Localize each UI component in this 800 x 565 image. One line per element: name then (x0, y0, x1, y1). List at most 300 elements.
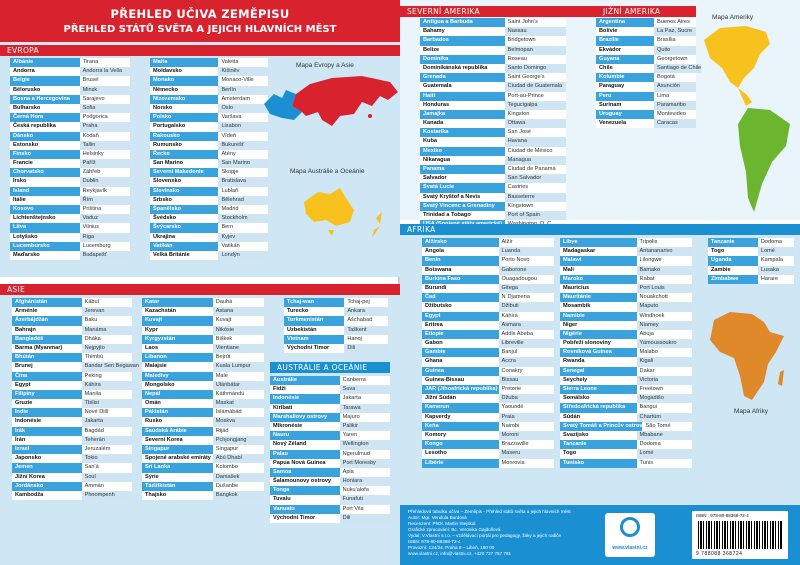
isbn-label: ISBN : 978-80-88368-72-4 (696, 513, 749, 518)
country-name: Finsko (10, 150, 80, 159)
capital-name: Helsinky (80, 150, 130, 159)
capital-name: Niamey (637, 321, 692, 330)
country-name: Kyrgyzstán (142, 335, 213, 344)
table-row (12, 491, 132, 500)
capital-name: Maseru (499, 449, 554, 458)
table-row (560, 302, 692, 311)
table-row (270, 468, 390, 477)
country-name: Monako (150, 76, 218, 85)
table-row (142, 445, 264, 454)
table-row (708, 256, 794, 265)
capital-name: Kuvajt (213, 316, 264, 325)
country-name: Jižní Súdán (422, 394, 499, 403)
country-name: Svatý Tomáš a Princův ostrov (560, 422, 642, 431)
country-name: Gambie (422, 348, 499, 357)
capital-name: Freetown (637, 385, 692, 394)
capital-name: Dháka (82, 335, 132, 344)
capital-name: Sarajevo (80, 95, 130, 104)
table-asia-2 (142, 298, 264, 500)
country-name: Rakousko (150, 132, 218, 141)
table-row (10, 76, 130, 85)
country-name: Dominikánská republika (420, 64, 505, 73)
capital-name: Vaduz (80, 214, 130, 223)
country-name: Mikronésie (270, 422, 340, 431)
capital-name: Nejpyjto (82, 344, 132, 353)
capital-name: Yaoundé (499, 403, 554, 412)
table-row (150, 132, 268, 141)
country-name: Filipíny (12, 390, 82, 399)
table-row (422, 293, 554, 302)
country-name: Slovinsko (150, 187, 218, 196)
publisher-info (408, 509, 598, 557)
capital-name: Paramaribo (654, 101, 696, 110)
table-row (12, 473, 132, 482)
capital-name: Bangui (637, 403, 692, 412)
capital-name: Saint John's (505, 18, 566, 27)
table-row (596, 110, 696, 119)
capital-name: Valetta (218, 58, 268, 67)
table-row (142, 491, 264, 500)
country-name: Černá Hora (10, 113, 80, 122)
table-row (142, 482, 264, 491)
capital-name: Moroni (499, 431, 554, 440)
table-row (596, 64, 702, 73)
table-africa-1 (422, 238, 554, 468)
capital-name: Kuala Lumpur (213, 362, 264, 371)
table-row (270, 450, 390, 459)
capital-name: Ciudad de Guatemala (505, 82, 566, 91)
table-row (422, 312, 554, 321)
country-name: Komory (422, 431, 499, 440)
capital-name: Lublaň (218, 187, 268, 196)
capital-name: Tallin (80, 141, 130, 150)
table-row (420, 119, 566, 128)
country-name: Kuba (420, 137, 505, 146)
table-row (560, 348, 692, 357)
table-row (150, 196, 268, 205)
table-row (420, 18, 566, 27)
capital-name: Teherán (82, 436, 132, 445)
capital-name: Dakar (637, 367, 692, 376)
capital-name: Brasília (654, 36, 696, 45)
country-name: Kamerun (422, 403, 499, 412)
capital-name: Soul (82, 473, 132, 482)
capital-name: Lima (654, 92, 696, 101)
section-south-america: JIŽNÍ AMERIKA (596, 6, 696, 17)
capital-name: Roseau (505, 55, 566, 64)
capital-name: La Paz, Sucre (654, 27, 696, 36)
capital-name: Varšava (218, 113, 268, 122)
table-row (420, 101, 566, 110)
capital-name: Montevideo (654, 110, 696, 119)
country-name: Angola (422, 247, 499, 256)
country-name: Moldavsko (150, 67, 218, 76)
capital-name: Dodoma (637, 440, 692, 449)
capital-name: Astana (213, 307, 264, 316)
table-row (150, 86, 268, 95)
country-name: Dánsko (10, 132, 80, 141)
capital-name: Madrid (218, 205, 268, 214)
country-name: Izrael (12, 445, 82, 454)
capital-name: Vilnius (80, 223, 130, 232)
capital-name: Manila (82, 390, 132, 399)
logo-url: www.vlastni.cz (612, 545, 648, 551)
capital-name: Bělehrad (218, 196, 268, 205)
capital-name: Damašek (213, 473, 264, 482)
capital-name: Káhira (82, 381, 132, 390)
table-row (150, 177, 268, 186)
barcode-number: 9 788088 368724 (696, 551, 743, 557)
capital-name: Ammán (82, 482, 132, 491)
country-name: Libérie (422, 459, 499, 468)
capital-name: Saint George's (505, 73, 566, 82)
country-name: Středoafrická republika (560, 403, 637, 412)
map-america (700, 22, 800, 222)
table-row (150, 214, 268, 223)
country-name: Surinam (596, 101, 654, 110)
country-name: Ukrajina (150, 233, 218, 242)
capital-name: Riga (80, 233, 130, 242)
capital-name: Biškek (213, 335, 264, 344)
table-row (10, 58, 130, 67)
country-name: Indonésie (270, 394, 340, 403)
capital-name: Castries (505, 183, 566, 192)
country-name: Srí Lanka (142, 463, 213, 472)
capital-name: Abuja (637, 330, 692, 339)
country-name: Andorra (10, 67, 80, 76)
table-row (150, 205, 268, 214)
country-name: Mongolsko (142, 381, 213, 390)
table-row (12, 362, 140, 371)
table-row (422, 403, 554, 412)
table-row (150, 113, 268, 122)
country-name: Bulharsko (10, 104, 80, 113)
table-row (560, 367, 692, 376)
capital-name: Lucemburg (80, 242, 130, 251)
country-name: Togo (708, 247, 758, 256)
table-row (142, 463, 264, 472)
capital-name: Accra (499, 357, 554, 366)
country-name: Indonésie (12, 417, 82, 426)
country-name: JAR (Jihoafrická republika) (422, 385, 499, 394)
table-row (422, 431, 554, 440)
table-row (150, 58, 268, 67)
capital-name: Pchjongjang (213, 436, 264, 445)
table-row (422, 339, 554, 348)
country-name: Rusko (142, 417, 213, 426)
capital-name: Havana (505, 137, 566, 146)
country-name: Bosna a Hercegovina (10, 95, 80, 104)
footer-line: www.vlastni.cz, info@vlastni.cz, +420 727 757 781 (408, 551, 512, 556)
capital-name: Bangkok (213, 491, 264, 500)
country-name: Irák (12, 427, 82, 436)
country-name: Lotyšsko (10, 233, 80, 242)
capital-name: Gaborone (499, 266, 554, 275)
country-name: Slovensko (150, 177, 218, 186)
country-name: Brazílie (596, 36, 654, 45)
capital-name: Nairobi (499, 422, 554, 431)
table-row (10, 205, 130, 214)
table-row (596, 18, 696, 27)
capital-name: Nikósie (213, 326, 264, 335)
capital-name: Dauhá (213, 298, 264, 307)
country-name: Kiribati (270, 404, 340, 413)
table-row (422, 238, 554, 247)
capital-name: Port-au-Prince (505, 92, 566, 101)
table-row (270, 394, 390, 403)
capital-name: Caracas (654, 119, 696, 128)
table-row (596, 119, 696, 128)
table-row (420, 128, 566, 137)
country-name: Jemen (12, 463, 82, 472)
capital-name: Lomé (637, 449, 692, 458)
table-row (142, 298, 264, 307)
table-africa-3 (708, 238, 794, 284)
country-name: Kambodža (12, 491, 82, 500)
capital-name: Mogadišo (637, 394, 692, 403)
table-row (422, 266, 554, 275)
country-name: Kazachstán (142, 307, 213, 316)
country-name: Malta (150, 58, 218, 67)
capital-name: Budapešť (80, 251, 130, 260)
capital-name: San Salvador (505, 174, 566, 183)
capital-name: Vatikán (218, 242, 268, 251)
capital-name: Luanda (499, 247, 554, 256)
table-row (10, 187, 130, 196)
capital-name: San José (505, 128, 566, 137)
table-row (10, 177, 130, 186)
country-name: Kongo (422, 440, 499, 449)
table-row (422, 330, 554, 339)
country-name: Tanzanie (560, 440, 637, 449)
capital-name: Tripolis (637, 238, 692, 247)
table-row (142, 372, 264, 381)
capital-name: Honiara (340, 477, 390, 486)
country-name: Chorvatsko (10, 168, 80, 177)
table-row (270, 376, 390, 385)
country-name: Portugalsko (150, 122, 218, 131)
table-row (142, 408, 264, 417)
table-row (270, 459, 390, 468)
capital-name: Lomé (758, 247, 794, 256)
capital-name: Bandar Seri Begawan (82, 362, 139, 371)
country-name: San Marino (150, 159, 218, 168)
country-name: Libanon (142, 353, 213, 362)
country-name: Antigua a Barbuda (420, 18, 505, 27)
country-name: Rumunsko (150, 141, 218, 150)
capital-name: Kingstown (505, 202, 566, 211)
capital-name: Asmara (499, 321, 554, 330)
table-row (560, 440, 692, 449)
capital-name: Amsterdam (218, 95, 268, 104)
capital-name: Ašchabad (344, 316, 388, 325)
country-name: Egypt (12, 381, 82, 390)
capital-name: Peking (82, 372, 132, 381)
country-name: Libye (560, 238, 637, 247)
country-name: Mauricius (560, 284, 637, 293)
capital-name: Phnompenh (82, 491, 132, 500)
capital-name: Pretorie (499, 385, 554, 394)
capital-name: Kábul (82, 298, 132, 307)
capital-name: Harare (758, 275, 794, 284)
country-name: Brunej (12, 362, 82, 371)
capital-name: Jakarta (82, 417, 132, 426)
table-row (150, 223, 268, 232)
country-name: Bahrajn (12, 326, 82, 335)
country-name: Irsko (10, 177, 80, 186)
country-name: Itálie (10, 196, 80, 205)
table-row (12, 463, 132, 472)
table-row (560, 403, 692, 412)
footer-line: Autor: Mgr. Vendula Burdová (408, 515, 467, 520)
table-row (422, 413, 554, 422)
capital-name: Stockholm (218, 214, 268, 223)
barcode (692, 511, 788, 559)
country-name: Mosambik (560, 302, 637, 311)
country-name: Čad (422, 293, 499, 302)
table-row (142, 326, 264, 335)
table-row (10, 141, 130, 150)
table-row (420, 110, 566, 119)
table-row (420, 64, 566, 73)
table-row (150, 168, 268, 177)
table-row (10, 132, 130, 141)
capital-name: Reykjavík (80, 187, 130, 196)
capital-name: Bissau (499, 376, 554, 385)
capital-name: Santiago de Chile (654, 64, 701, 73)
country-name: Sýrie (142, 473, 213, 482)
country-name: Džibutsko (422, 302, 499, 311)
country-name: Rovníková Guinea (560, 348, 637, 357)
table-row (10, 67, 130, 76)
capital-name: Brusel (80, 76, 130, 85)
country-name: Lesotho (422, 449, 499, 458)
capital-name: Suva (340, 385, 390, 394)
country-name: Japonsko (12, 454, 82, 463)
capital-name: Kodaň (80, 132, 130, 141)
country-name: Albánie (10, 58, 80, 67)
country-name: Tchaj-wan (284, 298, 344, 307)
capital-name: Tirana (80, 58, 130, 67)
capital-name: Bukurešť (218, 141, 268, 150)
country-name: Sierra Leone (560, 385, 637, 394)
table-row (10, 214, 130, 223)
country-name: Burundi (422, 284, 499, 293)
capital-name: Bamako (637, 266, 692, 275)
table-row (150, 76, 268, 85)
country-name: Singapur (142, 445, 213, 454)
capital-name: Addis Abeba (499, 330, 554, 339)
country-name: Gabon (422, 339, 499, 348)
capital-name: Bern (218, 223, 268, 232)
map-africa-label: Mapa Afriky (734, 408, 768, 415)
capital-name: Hanoj (344, 335, 388, 344)
table-row (12, 454, 132, 463)
table-row (422, 376, 554, 385)
table-row (420, 137, 566, 146)
table-row (142, 427, 264, 436)
capital-name: Ouagadougou (499, 275, 554, 284)
capital-name: Rabat (637, 275, 692, 284)
table-row (142, 362, 264, 371)
table-row (12, 316, 132, 325)
capital-name: Ankara (344, 307, 388, 316)
table-row (12, 372, 132, 381)
country-name: Bolívie (596, 27, 654, 36)
country-name: Bhútán (12, 353, 82, 362)
table-row (270, 431, 390, 440)
country-name: Katar (142, 298, 213, 307)
country-name: Niger (560, 321, 637, 330)
country-name: Lucembursko (10, 242, 80, 251)
footer-line: Vydal: V.Vlastní s.r.o. – vzdělávací portál pro pedagogy, žáky a jejich rodiče (408, 533, 562, 538)
table-row (142, 307, 264, 316)
table-row (420, 82, 566, 91)
table-row (422, 367, 554, 376)
table-row (420, 211, 566, 220)
table-row (12, 482, 132, 491)
country-name: Svatá Lucie (420, 183, 505, 192)
capital-name: Tunis (637, 459, 692, 468)
country-name: Nauru (270, 431, 340, 440)
table-row (142, 399, 264, 408)
capital-name: Manáma (82, 326, 132, 335)
capital-name: Ciudad de México (505, 147, 566, 156)
table-row (560, 330, 692, 339)
table-row (142, 390, 264, 399)
table-row (420, 73, 566, 82)
table-row (270, 404, 390, 413)
capital-name: Praha (80, 122, 130, 131)
table-row (420, 46, 566, 55)
country-name: Keňa (422, 422, 499, 431)
country-name: Island (10, 187, 80, 196)
table-row (10, 104, 130, 113)
capital-name: Belmopan (505, 46, 566, 55)
table-row (150, 122, 268, 131)
country-name: Gruzie (12, 399, 82, 408)
table-row (596, 46, 696, 55)
country-name: Guatemala (420, 82, 505, 91)
country-name: Bělorusko (10, 86, 80, 95)
country-name: Namibie (560, 312, 637, 321)
table-row (10, 233, 130, 242)
footer (400, 505, 800, 565)
capital-name: Minsk (80, 86, 130, 95)
capital-name: Funafuti (340, 495, 390, 504)
table-row (422, 284, 554, 293)
capital-name: Gitega (499, 284, 554, 293)
capital-name: Oslo (218, 104, 268, 113)
country-name: Polsko (150, 113, 218, 122)
capital-name: Sofia (80, 104, 130, 113)
country-name: Severní Makedonie (150, 168, 218, 177)
capital-name: Kingston (505, 110, 566, 119)
capital-name: Lisabon (218, 122, 268, 131)
capital-name: Jerevan (82, 307, 132, 316)
country-name: Maledivy (142, 372, 213, 381)
map-australia (296, 182, 396, 240)
table-row (150, 95, 268, 104)
country-name: Severní Korea (142, 436, 213, 445)
table-row (10, 196, 130, 205)
capital-name: Buenos Aires (654, 18, 696, 27)
table-row (422, 357, 554, 366)
country-name: Kostarika (420, 128, 505, 137)
capital-name: São Tomé (642, 422, 692, 431)
country-name: Velká Británie (150, 251, 218, 260)
capital-name: Tegucigalpa (505, 101, 566, 110)
